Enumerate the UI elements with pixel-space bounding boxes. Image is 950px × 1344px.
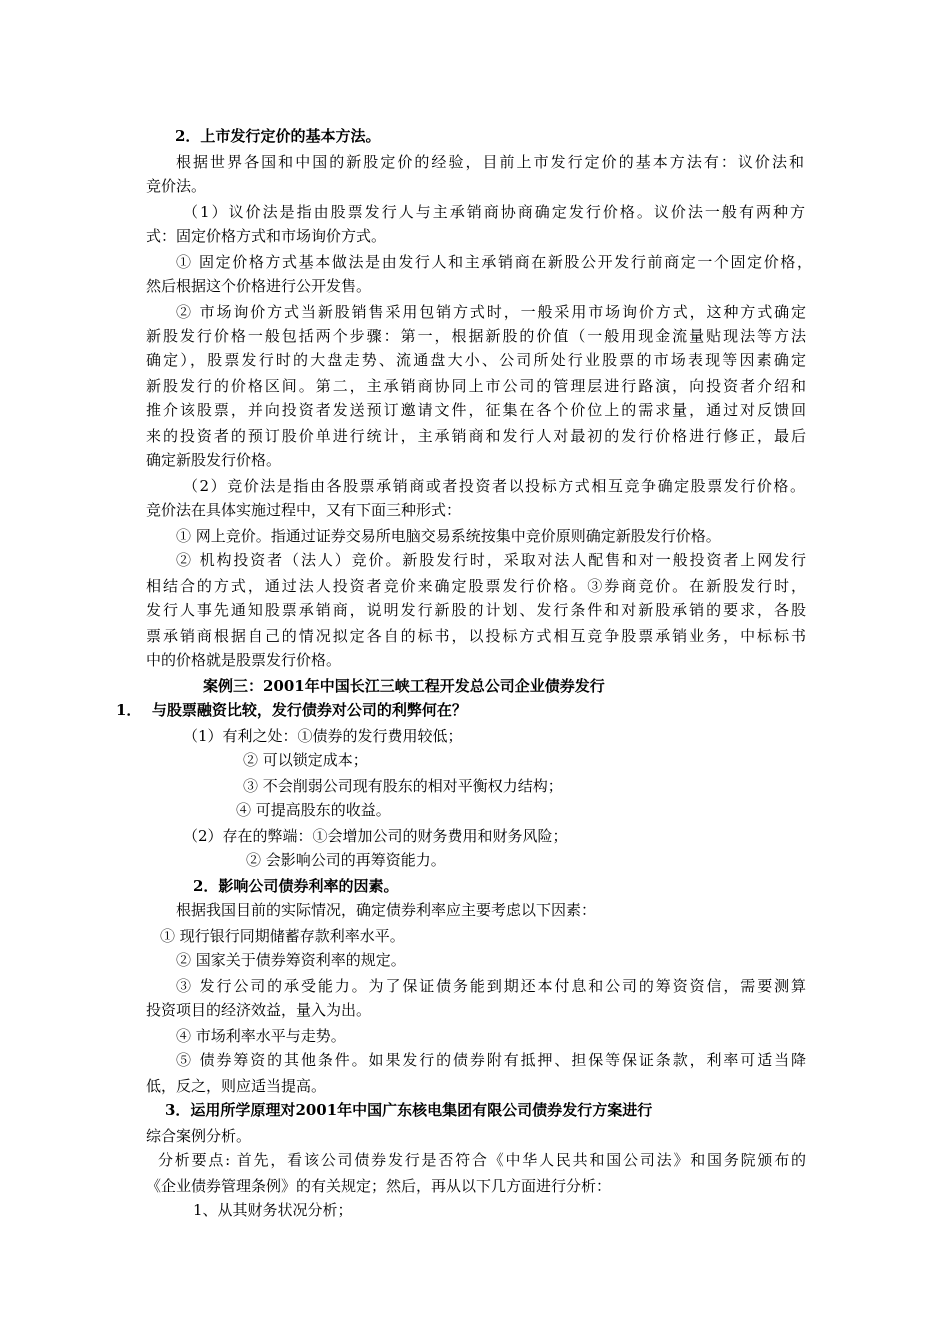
paragraph-line: 根据我国目前的实际情况，确定债券利率应主要考虑以下因素： [176,901,597,919]
paragraph-line: 确定），股票发行时的大盘走势、流通盘大小、公司所处行业股票的市场表现等因素确定 [146,351,806,369]
paragraph-line: 《企业债券管理条例》的有关规定；然后，再从以下几方面进行分析： [146,1177,612,1195]
paragraph-line: 新股发行的价格区间。第二，主承销商协同上市公司的管理层进行路演，向投资者介绍和 [146,377,806,395]
question-heading: 1． 与股票融资比较，发行债券对公司的利弊何在？ [116,701,467,719]
list-item: 1、从其财务状况分析； [193,1201,353,1219]
paragraph-line: 低，反之，则应适当提高。 [146,1077,327,1095]
list-item: ① 现行银行同期储蓄存款利率水平。 [160,927,405,945]
case-title: 案例三：2001年中国长江三峡工程开发总公司企业债券发行 [203,677,605,695]
list-item: （1）有利之处：①债券的发行费用较低； [183,727,463,745]
section-heading: 2．上市发行定价的基本方法。 [175,127,381,145]
list-item: ④ 市场利率水平与走势。 [176,1027,346,1045]
paragraph-line: 竞价法在具体实施过程中，又有下面三种形式： [146,501,462,519]
paragraph-line: 中的价格就是股票发行价格。 [146,651,342,669]
paragraph-line: 确定新股发行价格。 [146,451,282,469]
paragraph-line: 竞价法。 [146,177,207,195]
paragraph-line: 分析要点: 首先，看该公司债券发行是否符合《中华人民共和国公司法》和国务院颁布的 [158,1151,806,1169]
paragraph-line: 然后根据这个价格进行公开发售。 [146,277,372,295]
list-item: ② 国家关于债券筹资利率的规定。 [176,951,406,969]
list-item: ⑤ 债券筹资的其他条件。如果发行的债券附有抵押、担保等保证条款，利率可适当降 [176,1051,806,1069]
paragraph-line: ① 网上竞价。指通过证券交易所电脑交易系统按集中竞价原则确定新股发行价格。 [176,527,721,545]
paragraph-line: 来的投资者的预订股价单进行统计，主承销商和发行人对最初的发行价格进行修正，最后 [146,427,806,445]
list-item: ③ 不会削弱公司现有股东的相对平衡权力结构； [243,777,563,795]
paragraph-line: ② 市场询价方式当新股销售采用包销方式时，一般采用市场询价方式，这种方式确定 [176,303,806,321]
paragraph-line: 新股发行价格一般包括两个步骤：第一，根据新股的价值（一般用现金流量贴现法等方法 [146,327,806,345]
list-item: ④ 可提高股东的收益。 [236,801,391,819]
section-heading: 3．运用所学原理对2001年中国广东核电集团有限公司债券发行方案进行 [165,1101,653,1119]
paragraph-line: 发行人事先通知股票承销商，说明发行新股的计划、发行条件和对新股承销的要求，各股 [146,601,806,619]
paragraph-line: 投资项目的经济效益，量入为出。 [146,1001,372,1019]
paragraph-line: 综合案例分析。 [146,1127,252,1145]
paragraph-line: （1）议价法是指由股票发行人与主承销商协商确定发行价格。议价法一般有两种方 [183,203,805,221]
paragraph-line: （2）竞价法是指由各股票承销商或者投资者以投标方式相互竞争确定股票发行价格。 [183,477,805,495]
paragraph-line: 式：固定价格方式和市场询价方式。 [146,227,387,245]
list-item: （2）存在的弊端：①会增加公司的财务费用和财务风险； [183,827,568,845]
list-item: ③ 发行公司的承受能力。为了保证债务能到期还本付息和公司的筹资资信，需要测算 [176,977,806,995]
paragraph-line: ② 机构投资者（法人）竞价。新股发行时，采取对法人配售和对一般投资者上网发行 [176,551,806,569]
list-item: ② 会影响公司的再筹资能力。 [246,851,446,869]
list-item: ② 可以锁定成本； [243,751,368,769]
paragraph-line: 推介该股票，并向投资者发送预订邀请文件，征集在各个价位上的需求量，通过对反馈回 [146,401,806,419]
paragraph-line: ① 固定价格方式基本做法是由发行人和主承销商在新股公开发行前商定一个固定价格， [176,253,812,271]
section-heading: 2．影响公司债券利率的因素。 [193,877,399,895]
paragraph-line: 票承销商根据自己的情况拟定各自的标书，以投标方式相互竞争股票承销业务，中标标书 [146,627,806,645]
paragraph-line: 相结合的方式，通过法人投资者竞价来确定股票发行价格。③券商竞价。在新股发行时， [146,577,806,595]
paragraph-line: 根据世界各国和中国的新股定价的经验，目前上市发行定价的基本方法有：议价法和 [176,153,804,171]
